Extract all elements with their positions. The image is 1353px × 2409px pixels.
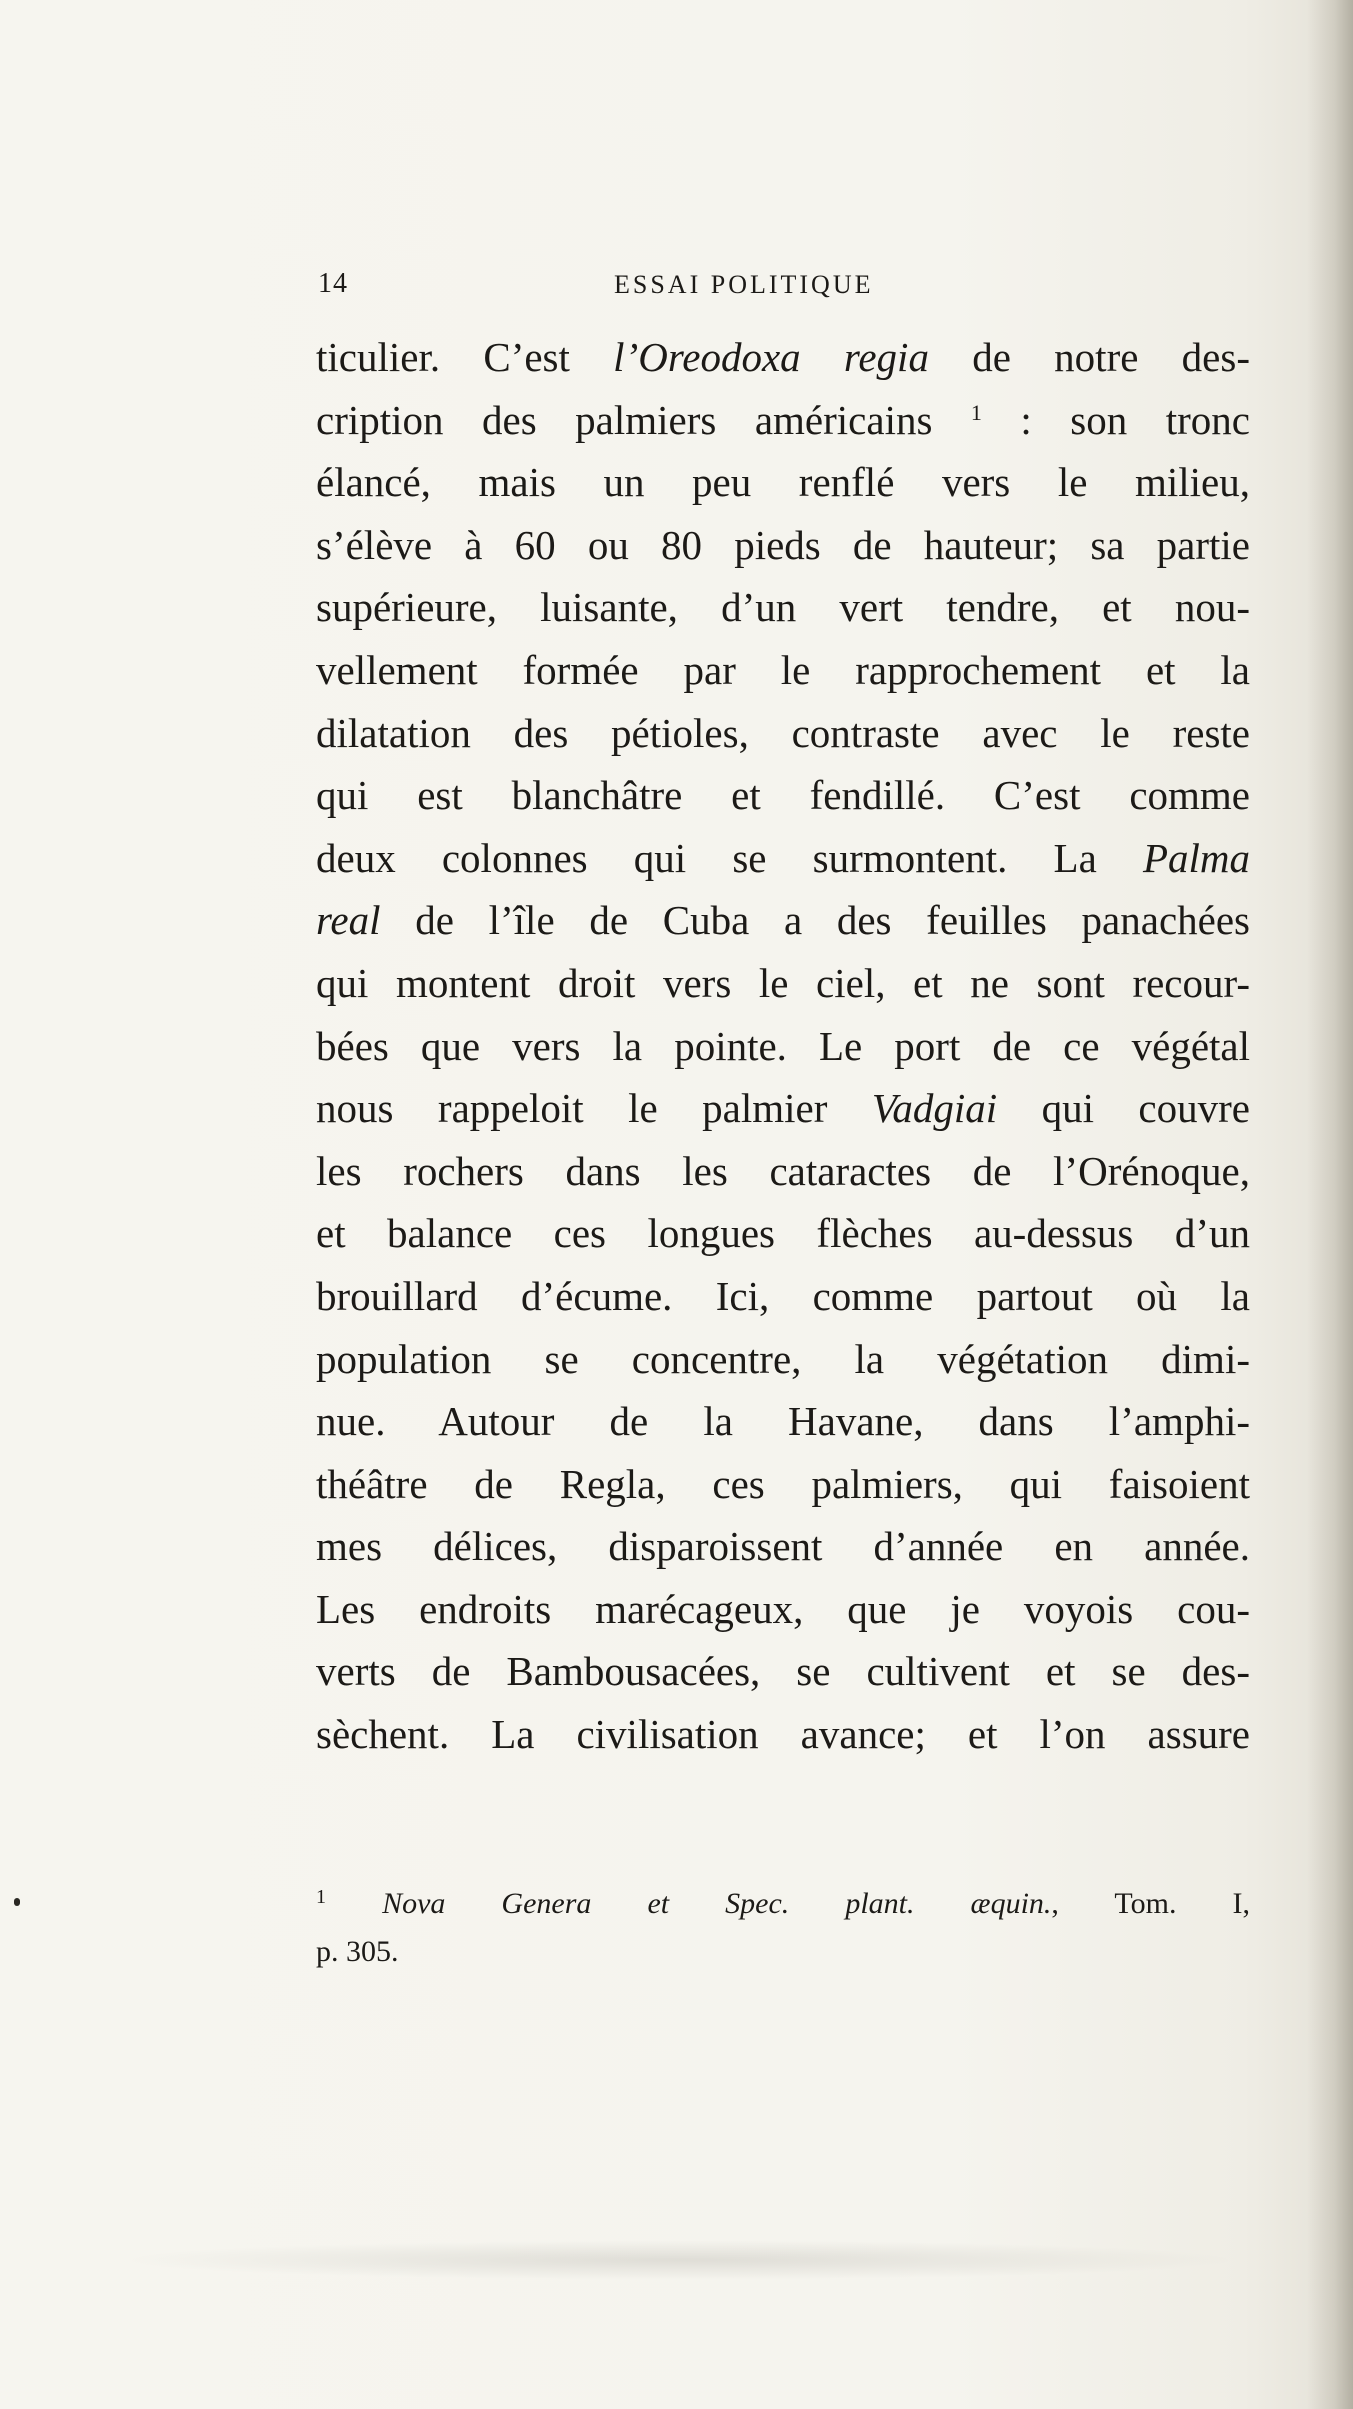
text-line: [316, 1140, 1250, 1203]
text-line: [316, 952, 1250, 1015]
text-line: [316, 702, 1250, 765]
footnote-line: [316, 1880, 1250, 1928]
gutter-shadow: [1307, 0, 1353, 2409]
text-segment: : son tronc: [981, 396, 1250, 443]
ink-mark: [14, 1898, 20, 1906]
text-segment: théâtre de Regla, ces palmiers, qui faisoient: [316, 1460, 1250, 1507]
text-segment: brouillard d’écume. Ici, comme partout où la: [316, 1272, 1250, 1319]
text-line: [316, 1515, 1250, 1578]
text-line: [316, 451, 1250, 514]
text-segment: vellement formée par le rapprochement et la: [316, 646, 1250, 693]
text-line: [316, 514, 1250, 577]
page-header: [318, 268, 1018, 308]
text-segment: de l’île de Cuba a des feuilles panachées: [380, 897, 1250, 944]
text-segment: Les endroits marécageux, que je voyois cou-: [316, 1585, 1250, 1632]
text-line: [316, 576, 1250, 639]
footnote-marker: 1: [316, 1886, 326, 1908]
text-segment: s’élève à 60 ou 80 pieds de hauteur; sa partie: [316, 521, 1250, 568]
text-segment: élancé, mais un peu renflé vers le milieu,: [316, 459, 1250, 506]
text-line: [316, 889, 1250, 952]
text-segment: population se concentre, la végétation dimi-: [316, 1335, 1250, 1382]
text-line: [316, 1703, 1250, 1766]
text-segment: cription des palmiers américains: [316, 396, 971, 443]
text-line: [316, 1015, 1250, 1078]
text-line: [316, 1202, 1250, 1265]
footnote-citation-tail: , Tom. I,: [1051, 1887, 1250, 1920]
text-line: [316, 639, 1250, 702]
text-segment: supérieure, luisante, d’un vert tendre, et nou-: [316, 584, 1250, 631]
text-segment: bées que vers la pointe. Le port de ce végétal: [316, 1022, 1250, 1069]
footnote-line: p. 305.: [316, 1935, 399, 1968]
footnote-reference: 1: [970, 399, 982, 425]
text-segment: ticulier. C’est: [316, 334, 614, 380]
italic-term: real: [316, 897, 381, 944]
text-segment: dilatation des pétioles, contraste avec le reste: [316, 709, 1250, 756]
footnote: [316, 1880, 1250, 1976]
text-line: [316, 827, 1250, 890]
text-segment: qui est blanchâtre et fendillé. C’est comme: [316, 772, 1250, 819]
text-segment: mes délices, disparoissent d’année en année.: [316, 1523, 1250, 1570]
text-line: [316, 326, 1250, 389]
text-segment: qui montent droit vers le ciel, et ne sont recour-: [316, 959, 1250, 1006]
text-line: [316, 1265, 1250, 1328]
text-line: [316, 1077, 1250, 1140]
italic-term: Vadgiai: [871, 1085, 998, 1132]
text-line: [316, 764, 1250, 827]
text-line: [316, 1328, 1250, 1391]
italic-term: Palma: [1142, 834, 1250, 881]
text-line: [316, 1578, 1250, 1641]
text-segment: nous rappeloit le palmier: [316, 1085, 872, 1132]
text-line: [316, 1390, 1250, 1453]
page-number: 14: [318, 268, 348, 299]
text-segment: nue. Autour de la Havane, dans l’amphi-: [316, 1398, 1250, 1445]
text-segment: qui couvre: [997, 1085, 1250, 1132]
text-line: [316, 1453, 1250, 1516]
text-segment: sèchent. La civilisation avance; et l’on assure: [316, 1711, 1250, 1758]
text-line: [316, 389, 1250, 452]
text-segment: deux colonnes qui se surmontent. La: [316, 834, 1143, 881]
running-head: ESSAI POLITIQUE: [614, 270, 874, 299]
page-smudge: [120, 2240, 1240, 2280]
italic-term: l’Oreodoxa regia: [613, 334, 929, 380]
body-text: [316, 326, 1250, 1766]
text-segment: verts de Bambousacées, se cultivent et se des-: [316, 1648, 1250, 1695]
text-line: [316, 1640, 1250, 1703]
text-segment: et balance ces longues flèches au-dessus d’un: [316, 1210, 1250, 1257]
text-segment: de notre des-: [928, 334, 1250, 380]
text-segment: les rochers dans les cataractes de l’Orénoque,: [316, 1147, 1250, 1194]
footnote-citation: Nova Genera et Spec. plant. æquin.: [382, 1887, 1052, 1920]
